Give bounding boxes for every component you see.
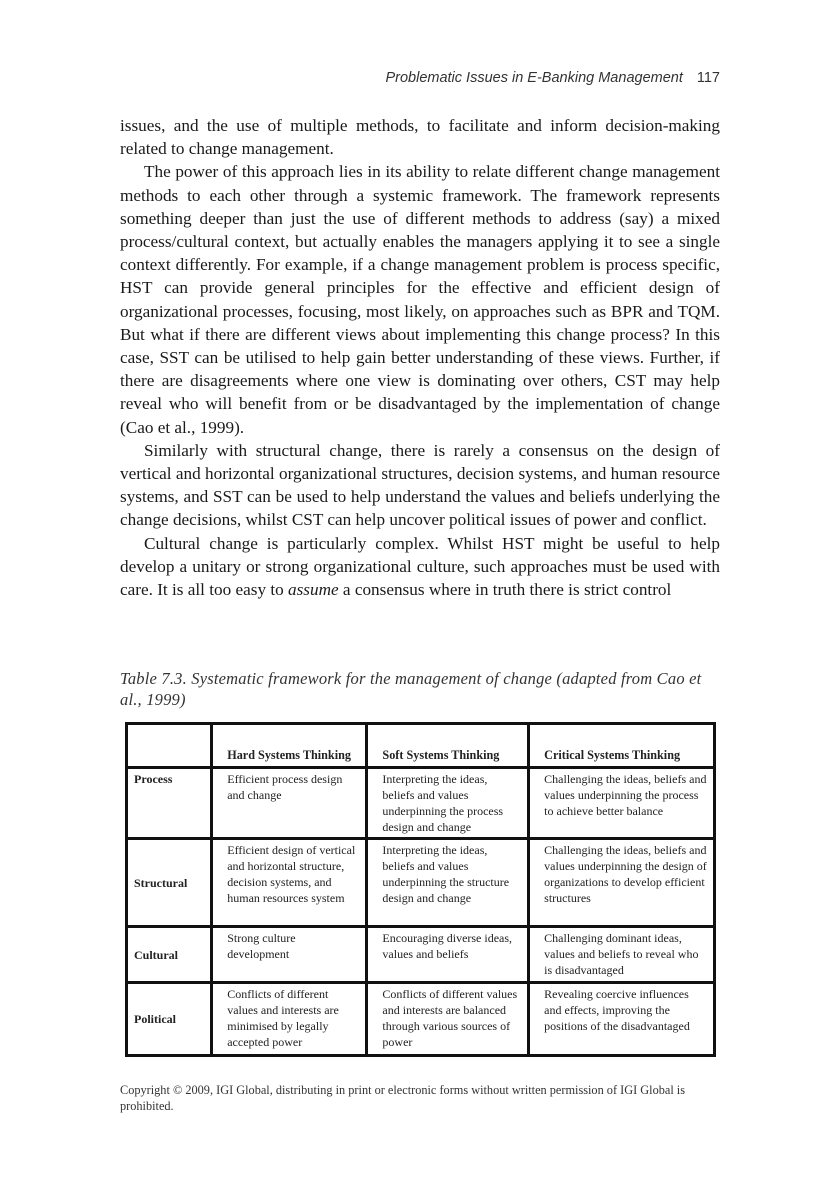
running-head bbox=[360, 70, 720, 86]
paragraph-cultural-change bbox=[120, 532, 720, 602]
column-header-empty bbox=[127, 724, 212, 768]
table-cell: Efficient process design and change bbox=[212, 768, 367, 839]
emphasis-assume: assume bbox=[288, 580, 339, 600]
table-cell: Encouraging diverse ideas, values and beliefs bbox=[367, 927, 529, 983]
column-header-hard-systems: Hard Systems Thinking bbox=[212, 724, 367, 768]
table-row bbox=[127, 768, 715, 839]
column-header-soft-systems: Soft Systems Thinking bbox=[367, 724, 529, 768]
column-header-critical-systems: Critical Systems Thinking bbox=[529, 724, 715, 768]
table-cell: Strong culture development bbox=[212, 927, 367, 983]
table-cell: Challenging the ideas, beliefs and values underpinning the design of organizations to develop efficient structures bbox=[529, 839, 715, 927]
paragraph-continued: issues, and the use of multiple methods, to facilitate and inform decision-making related to change management. bbox=[120, 116, 720, 159]
framework-table bbox=[125, 722, 716, 1057]
row-header-political: Political bbox=[127, 983, 212, 1056]
table-row bbox=[127, 927, 715, 983]
paragraph-structural-change: Similarly with structural change, there is rarely a consensus on the design of vertical and horizontal organizational structures, decision systems, and human resource systems, and SST can be used to help understand the values and beliefs underlying the change decisions, whilst CST can help uncover political issues of power and conflict. bbox=[120, 440, 720, 530]
table-row bbox=[127, 983, 715, 1056]
table-cell: Interpreting the ideas, beliefs and values underpinning the process design and change bbox=[367, 768, 529, 839]
running-title: Problematic Issues in E-Banking Management bbox=[385, 70, 683, 86]
row-header-cultural: Cultural bbox=[127, 927, 212, 983]
table-cell: Conflicts of different values and interests are minimised by legally accepted power bbox=[212, 983, 367, 1056]
table-row bbox=[127, 839, 715, 927]
row-header-structural: Structural bbox=[127, 839, 212, 927]
paragraph-cultural-text-after: a consensus where in truth there is strict control bbox=[338, 580, 672, 600]
paragraph-cultural-text-before: Cultural change is particularly complex. Whilst HST might be useful to help develop a unitary or strong organizational culture, such approaches must be used with care. It is all too easy to bbox=[120, 533, 720, 600]
table-cell: Conflicts of different values and interests are balanced through various sources of power bbox=[367, 983, 529, 1056]
table-cell: Revealing coercive influences and effects, improving the positions of the disadvantaged bbox=[529, 983, 715, 1056]
table-cell: Challenging the ideas, beliefs and values underpinning the process to achieve better balance bbox=[529, 768, 715, 839]
table-header-row bbox=[127, 724, 715, 768]
table-cell: Interpreting the ideas, beliefs and values underpinning the structure design and change bbox=[367, 839, 529, 927]
copyright-notice: Copyright © 2009, IGI Global, distributing in print or electronic forms without written permission of IGI Global is prohibited. bbox=[120, 1083, 686, 1113]
body-text bbox=[120, 114, 720, 601]
table-caption: Table 7.3. Systematic framework for the management of change (adapted from Cao et al., 1999) bbox=[120, 669, 702, 709]
paragraph-power-of-approach: The power of this approach lies in its ability to relate different change management methods to each other through a systemic framework. The framework represents something deeper than just the use of different methods to address (say) a mixed process/cultural context, but actually enables the managers applying it to see a single context differently. For example, if a change management problem is process specific, HST can provide general principles for the effective and efficient design of organizational processes, focusing, most likely, on approaches such as BPR and TQM. But what if there are different views about implementing this change process? In this case, SST can be utilised to help gain better understanding of these views. Further, if there are disagreements where one view is dominating over others, CST may help reveal who will benefit from or be disadvantaged by the implementation of change (Cao et al., 1999). bbox=[120, 162, 720, 437]
table-cell: Efficient design of vertical and horizontal structure, decision systems, and human resources system bbox=[212, 839, 367, 927]
page-number: 117 bbox=[696, 70, 720, 86]
row-header-process: Process bbox=[127, 768, 212, 839]
table-cell: Challenging dominant ideas, values and beliefs to reveal who is disadvantaged bbox=[529, 927, 715, 983]
